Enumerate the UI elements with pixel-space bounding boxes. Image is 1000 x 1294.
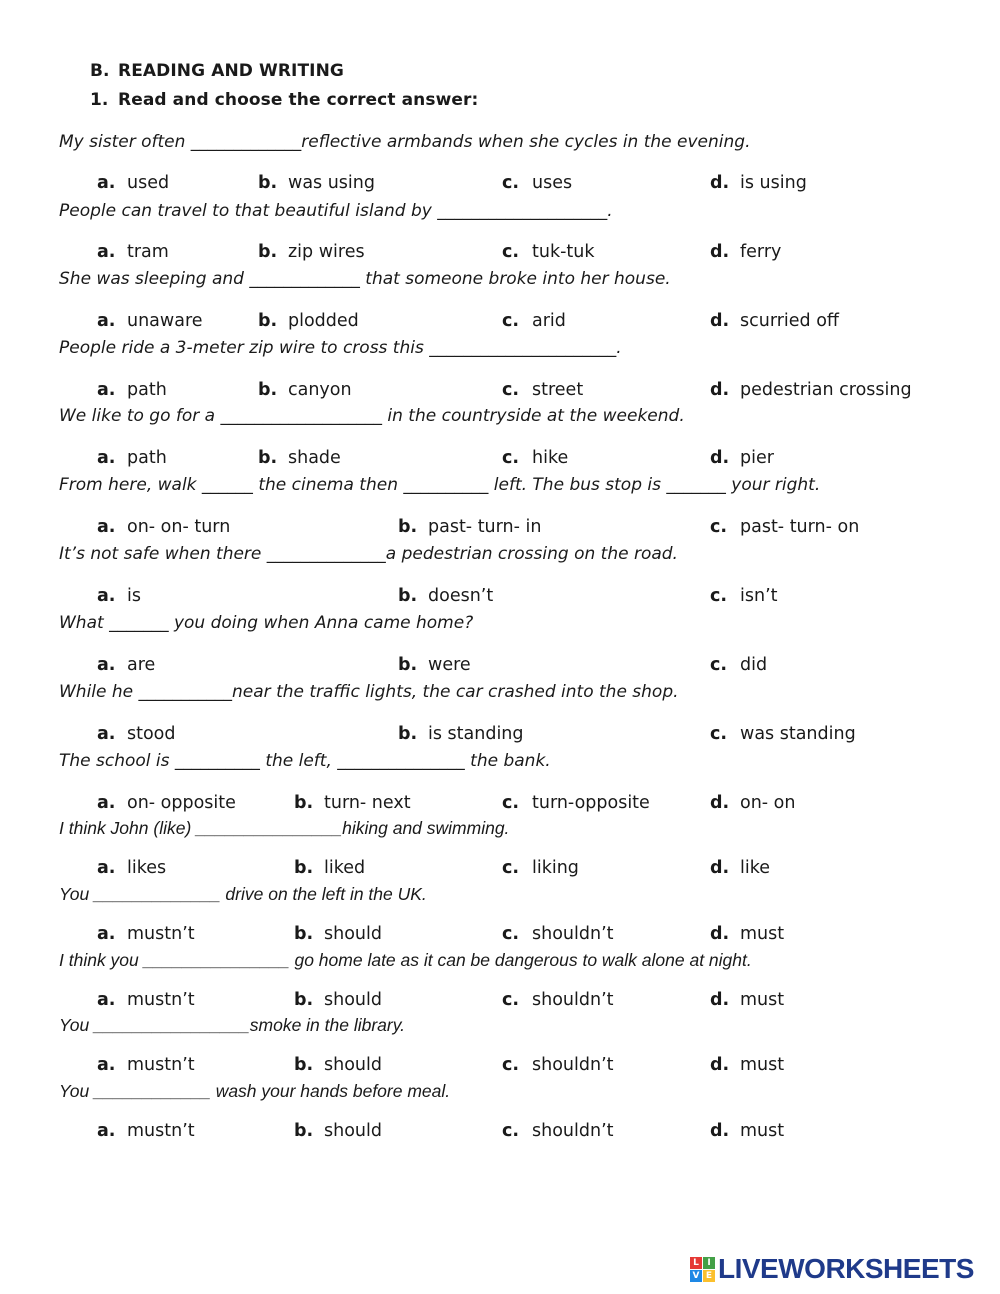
- option-b[interactable]: b. canyon: [258, 380, 352, 400]
- option-c[interactable]: c. arid: [502, 311, 566, 331]
- question-text: You ____________ wash your hands before meal.: [59, 1081, 451, 1101]
- option-c[interactable]: c. isn’t: [710, 586, 778, 606]
- option-b[interactable]: b. turn- next: [294, 793, 411, 813]
- option-a[interactable]: a. mustn’t: [97, 1121, 195, 1141]
- option-a[interactable]: a. unaware: [97, 311, 203, 331]
- options-row: [0, 448, 1000, 472]
- option-b[interactable]: b. should: [294, 924, 382, 944]
- question-text: From here, walk ______ the cinema then __________ left. The bus stop is _______ your right.: [59, 475, 821, 495]
- options-row: [0, 724, 1000, 748]
- option-d[interactable]: d. pedestrian crossing: [710, 380, 912, 400]
- option-a[interactable]: a. likes: [97, 858, 167, 878]
- task-number: 1.: [90, 90, 109, 110]
- option-d[interactable]: d. must: [710, 1055, 785, 1075]
- logo-mark-letter: I: [703, 1257, 715, 1269]
- option-a[interactable]: a. mustn’t: [97, 990, 195, 1010]
- option-c[interactable]: c. shouldn’t: [502, 1055, 614, 1075]
- options-row: [0, 990, 1000, 1014]
- option-a[interactable]: a. are: [97, 655, 156, 675]
- option-d[interactable]: d. like: [710, 858, 771, 878]
- question-text: You ________________smoke in the library.: [59, 1015, 406, 1035]
- options-row: [0, 242, 1000, 266]
- question-text: The school is __________ the left, _______________ the bank.: [59, 751, 551, 771]
- option-a[interactable]: a. is: [97, 586, 141, 606]
- logo-mark-letter: V: [690, 1270, 702, 1282]
- option-d[interactable]: d. must: [710, 1121, 785, 1141]
- option-d[interactable]: d. must: [710, 924, 785, 944]
- question-text: I think John (like) _______________hiking and swimming.: [59, 818, 510, 838]
- options-row: [0, 173, 1000, 197]
- option-a[interactable]: a. stood: [97, 724, 176, 744]
- option-c[interactable]: c. hike: [502, 448, 569, 468]
- question-text: You _____________ drive on the left in the UK.: [59, 884, 427, 904]
- options-row: [0, 924, 1000, 948]
- option-a[interactable]: a. tram: [97, 242, 169, 262]
- question-text: I think you _______________ go home late as it can be dangerous to walk alone at night.: [59, 950, 752, 970]
- option-c[interactable]: c. turn-opposite: [502, 793, 650, 813]
- options-row: [0, 311, 1000, 335]
- liveworksheets-logo: [690, 1254, 974, 1284]
- option-d[interactable]: d. on- on: [710, 793, 796, 813]
- question-text: While he ___________near the traffic lights, the car crashed into the shop.: [59, 682, 679, 702]
- options-row: [0, 1055, 1000, 1079]
- options-row: [0, 586, 1000, 610]
- option-b[interactable]: b. doesn’t: [398, 586, 494, 606]
- option-c[interactable]: c. shouldn’t: [502, 1121, 614, 1141]
- option-b[interactable]: b. was using: [258, 173, 375, 193]
- option-a[interactable]: a. mustn’t: [97, 1055, 195, 1075]
- question-text: My sister often _____________reflective armbands when she cycles in the evening.: [59, 132, 751, 152]
- section-title-text: READING AND WRITING: [118, 61, 344, 81]
- question-text: She was sleeping and _____________ that someone broke into her house.: [59, 269, 671, 289]
- option-c[interactable]: c. uses: [502, 173, 573, 193]
- logo-mark-letter: E: [703, 1270, 715, 1282]
- section-number: B.: [90, 61, 110, 81]
- option-b[interactable]: b. should: [294, 990, 382, 1010]
- option-a[interactable]: a. mustn’t: [97, 924, 195, 944]
- option-a[interactable]: a. on- on- turn: [97, 517, 231, 537]
- option-b[interactable]: b. should: [294, 1121, 382, 1141]
- option-b[interactable]: b. were: [398, 655, 471, 675]
- option-a[interactable]: a. used: [97, 173, 170, 193]
- options-row: [0, 793, 1000, 817]
- option-c[interactable]: c. was standing: [710, 724, 856, 744]
- options-row: [0, 655, 1000, 679]
- option-d[interactable]: d. is using: [710, 173, 807, 193]
- task-title-text: Read and choose the correct answer:: [118, 90, 479, 110]
- option-c[interactable]: c. liking: [502, 858, 579, 878]
- logo-mark-icon: [690, 1257, 715, 1282]
- logo-mark-letter: L: [690, 1257, 702, 1269]
- option-c[interactable]: c. shouldn’t: [502, 924, 614, 944]
- question-text: People ride a 3-meter zip wire to cross this ______________________.: [59, 338, 622, 358]
- option-b[interactable]: b. is standing: [398, 724, 524, 744]
- option-b[interactable]: b. should: [294, 1055, 382, 1075]
- option-d[interactable]: d. must: [710, 990, 785, 1010]
- question-text: It’s not safe when there ______________a pedestrian crossing on the road.: [59, 544, 678, 564]
- option-a[interactable]: a. on- opposite: [97, 793, 236, 813]
- option-c[interactable]: c. did: [710, 655, 768, 675]
- options-row: [0, 858, 1000, 882]
- option-a[interactable]: a. path: [97, 380, 167, 400]
- option-c[interactable]: c. street: [502, 380, 584, 400]
- option-d[interactable]: d. scurried off: [710, 311, 839, 331]
- options-row: [0, 380, 1000, 404]
- option-c[interactable]: c. past- turn- on: [710, 517, 860, 537]
- option-b[interactable]: b. shade: [258, 448, 341, 468]
- question-text: We like to go for a ___________________ in the countryside at the weekend.: [59, 406, 685, 426]
- options-row: [0, 517, 1000, 541]
- question-text: What _______ you doing when Anna came home?: [59, 613, 474, 633]
- option-b[interactable]: b. plodded: [258, 311, 359, 331]
- option-a[interactable]: a. path: [97, 448, 167, 468]
- options-row: [0, 1121, 1000, 1145]
- option-b[interactable]: b. zip wires: [258, 242, 365, 262]
- task-title: [90, 90, 478, 110]
- option-c[interactable]: c. shouldn’t: [502, 990, 614, 1010]
- option-b[interactable]: b. past- turn- in: [398, 517, 542, 537]
- option-d[interactable]: d. pier: [710, 448, 774, 468]
- option-d[interactable]: d. ferry: [710, 242, 782, 262]
- option-b[interactable]: b. liked: [294, 858, 366, 878]
- section-title: [90, 61, 344, 81]
- option-c[interactable]: c. tuk-tuk: [502, 242, 595, 262]
- question-text: People can travel to that beautiful island by ____________________.: [59, 201, 613, 221]
- logo-text: LIVEWORKSHEETS: [718, 1253, 974, 1284]
